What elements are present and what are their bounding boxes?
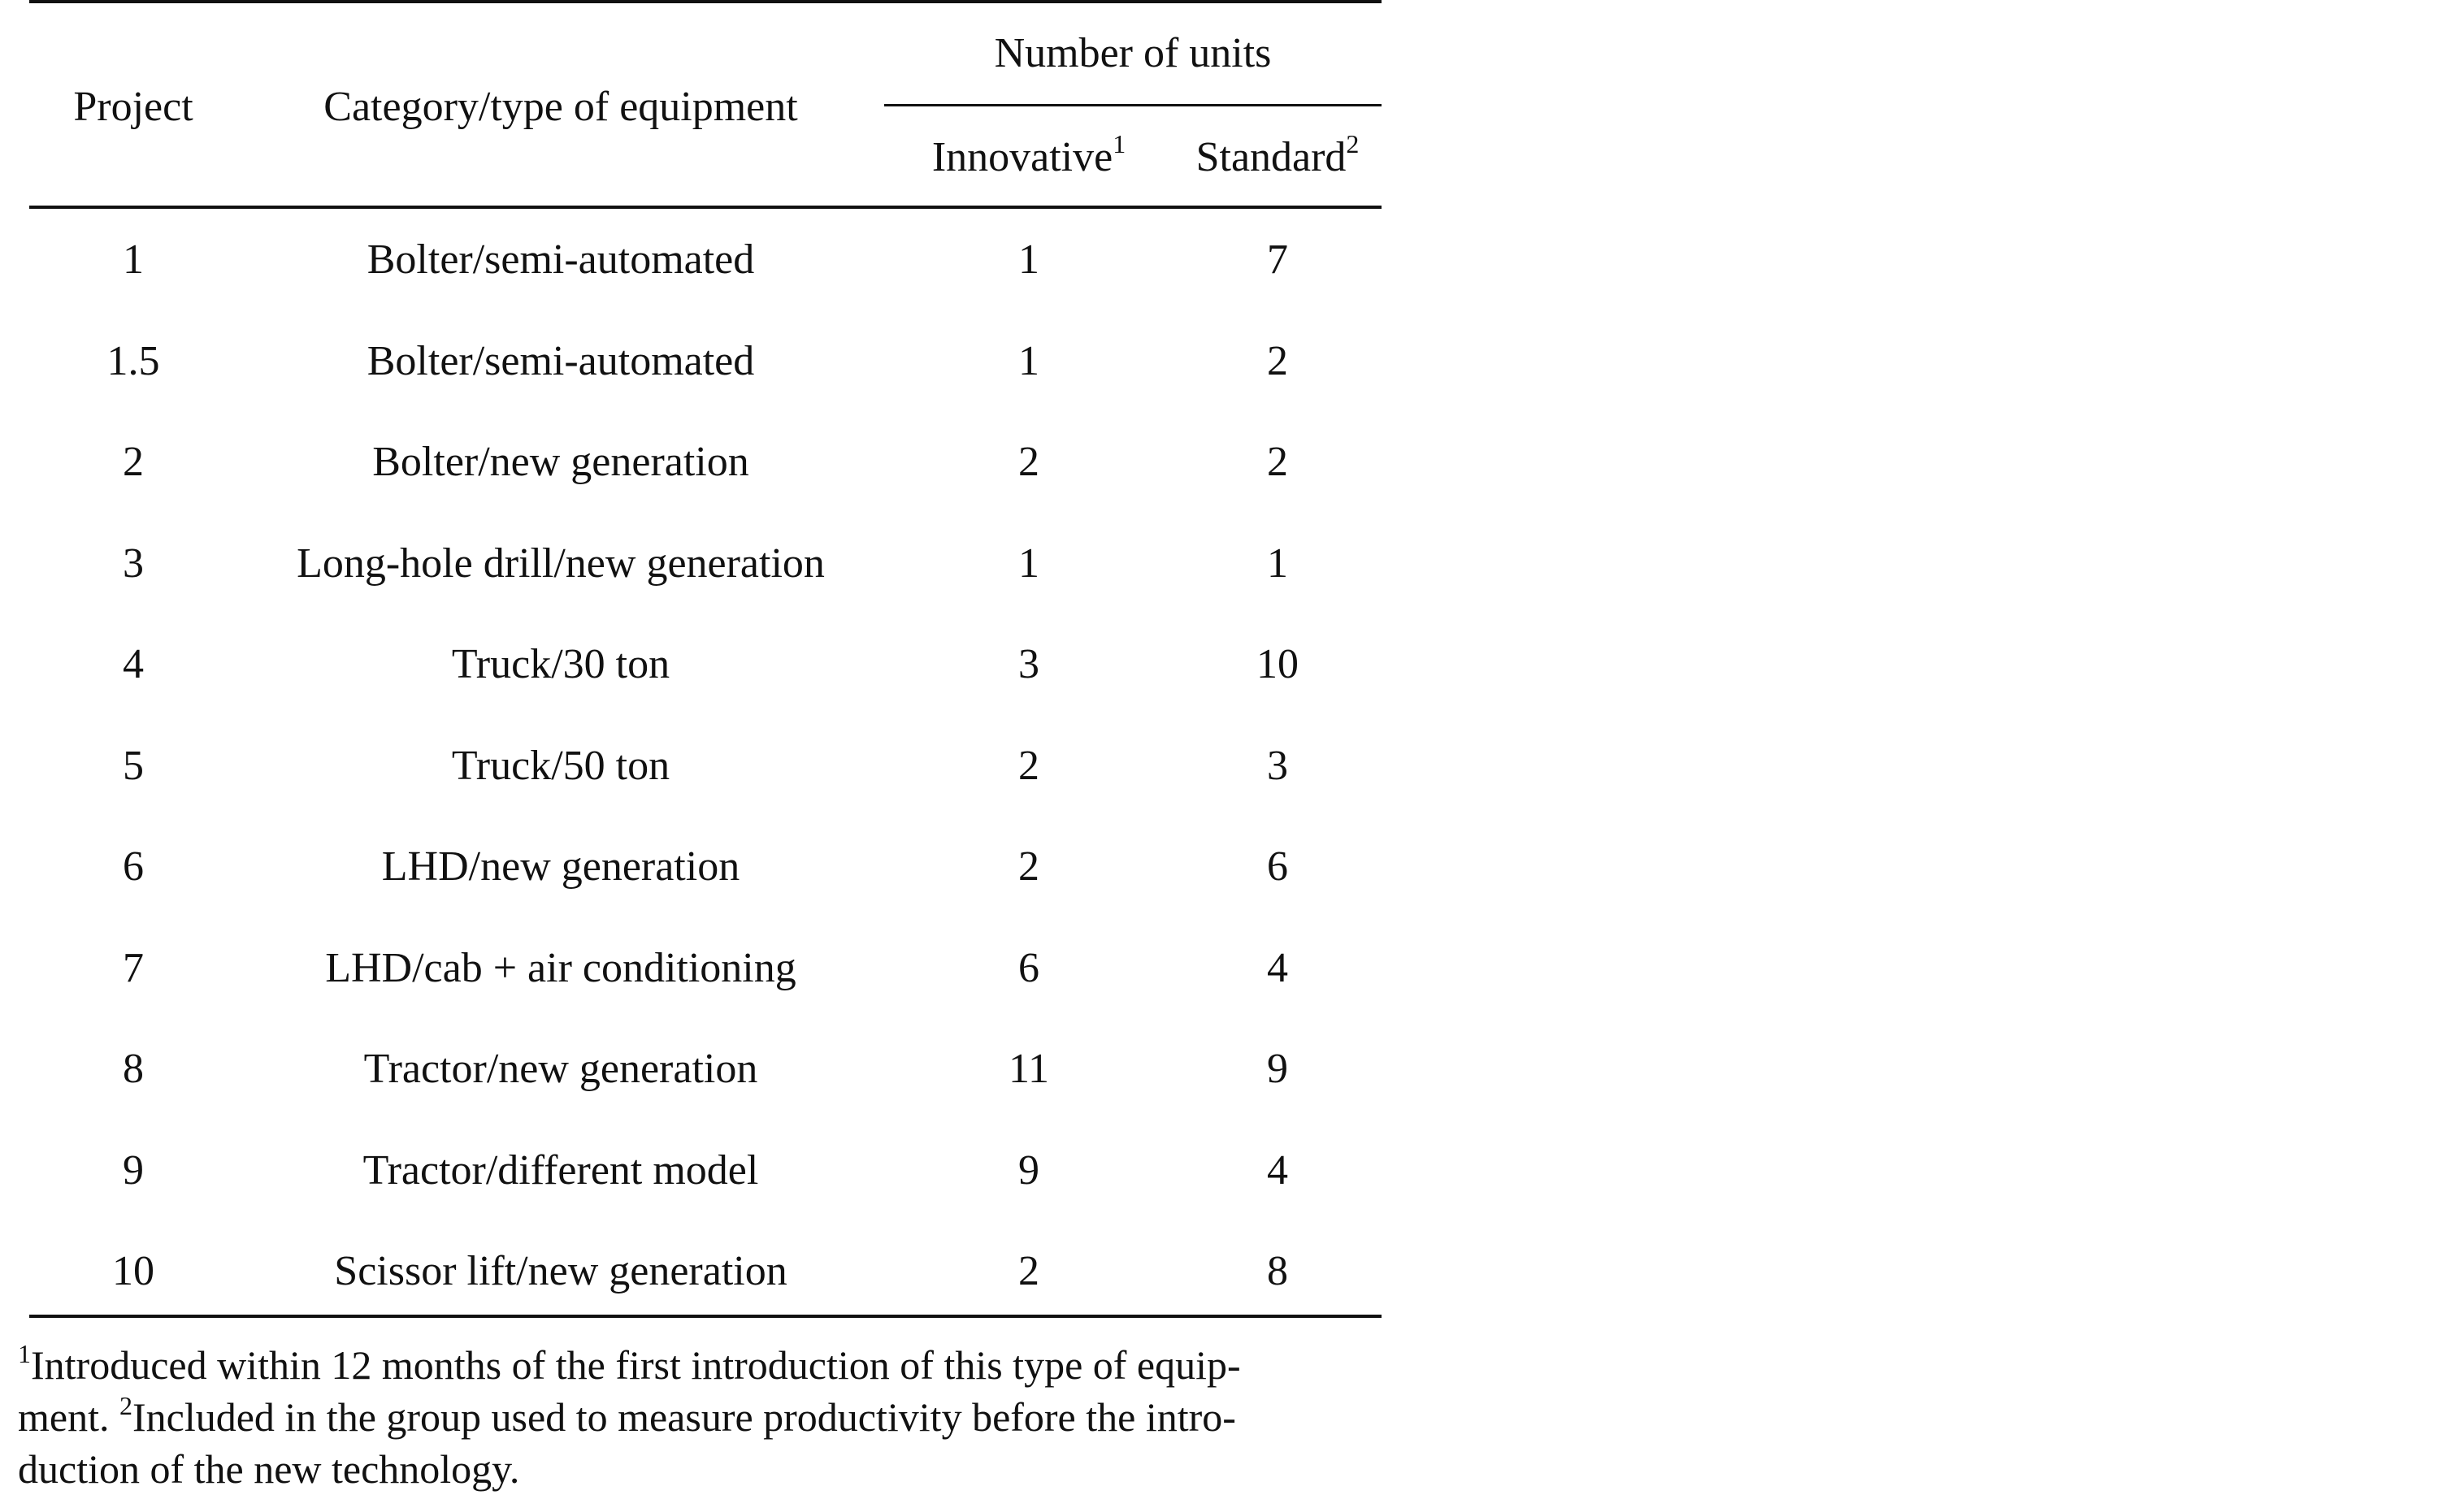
cell-innovative: 11 [1008, 1046, 1050, 1092]
table-row [29, 831, 1382, 933]
cell-innovative: 6 [1018, 944, 1039, 991]
cell-category: Bolter/semi-automated [367, 337, 755, 384]
cell-standard: 10 [1256, 641, 1299, 687]
cell-innovative: 1 [1018, 236, 1039, 283]
cell-standard: 2 [1267, 337, 1288, 384]
cell-category: Bolter/semi-automated [367, 236, 755, 283]
cell-project: 5 [123, 742, 144, 789]
cell-standard: 2 [1267, 439, 1288, 485]
cell-innovative: 2 [1018, 439, 1039, 485]
header-project: Project [73, 84, 193, 130]
table-top-rule [29, 0, 1382, 3]
cell-category: Tractor/new generation [363, 1046, 758, 1092]
table-row [29, 427, 1382, 528]
cell-standard: 7 [1267, 236, 1288, 283]
cell-innovative: 1 [1018, 540, 1039, 587]
cell-project: 7 [123, 944, 144, 991]
cell-innovative: 9 [1018, 1146, 1039, 1194]
cell-standard: 4 [1267, 944, 1288, 991]
footnote-text-2a: ment. [18, 1394, 119, 1440]
footnote-line-1 [18, 1339, 1399, 1391]
cell-standard: 3 [1267, 742, 1288, 789]
cell-innovative: 2 [1018, 742, 1039, 789]
cell-category: Tractor/different model [362, 1146, 759, 1194]
cell-project: 3 [123, 540, 144, 587]
table-row [29, 1135, 1382, 1237]
footnote-mark-2: 2 [119, 1391, 132, 1420]
cell-standard: 4 [1267, 1146, 1288, 1194]
footnote-mark-1: 1 [18, 1339, 31, 1368]
cell-innovative: 3 [1018, 641, 1039, 687]
header-number-of-units: Number of units [994, 30, 1272, 76]
header-standard-footnote-mark: 2 [1346, 129, 1360, 158]
header-standard-label: Standard [1195, 134, 1347, 180]
cell-standard: 8 [1267, 1248, 1288, 1294]
cell-category: Long-hole drill/new generation [297, 540, 825, 587]
cell-standard: 6 [1267, 843, 1288, 890]
table-row [29, 933, 1382, 1034]
cell-project: 1 [123, 236, 144, 283]
header-bottom-rule [29, 206, 1382, 209]
cell-innovative: 1 [1018, 337, 1039, 384]
cell-project: 9 [123, 1146, 144, 1194]
cell-project: 4 [123, 641, 144, 687]
table-row [29, 1236, 1382, 1337]
cell-innovative: 2 [1018, 843, 1039, 890]
cell-standard: 1 [1267, 540, 1288, 587]
cell-project: 8 [123, 1046, 144, 1092]
cell-innovative: 2 [1018, 1248, 1039, 1294]
table-footnote [18, 1339, 1399, 1495]
footnote-line-3: duction of the new technology. [18, 1446, 520, 1492]
table-body [29, 224, 1382, 1337]
cell-category: Bolter/new generation [372, 439, 749, 485]
cell-project: 10 [112, 1248, 154, 1294]
header-innovative-footnote-mark: 1 [1113, 129, 1126, 158]
cell-standard: 9 [1267, 1046, 1288, 1092]
footnote-line-2 [18, 1391, 1399, 1443]
table-row [29, 224, 1382, 326]
table-row [29, 629, 1382, 730]
cell-project: 6 [123, 843, 144, 890]
header-innovative-label: Innovative [931, 134, 1113, 180]
cell-category: Truck/30 ton [451, 641, 670, 687]
cell-category: LHD/cab + air conditioning [325, 944, 796, 991]
table-row [29, 528, 1382, 630]
header-standard [1173, 129, 1382, 182]
table-row [29, 1034, 1382, 1135]
table-row [29, 730, 1382, 832]
cell-category: Truck/50 ton [451, 742, 670, 789]
header-category: Category/type of equipment [323, 84, 798, 130]
cell-category: Scissor lift/new generation [334, 1248, 787, 1294]
table-bottom-rule [29, 1315, 1382, 1318]
cell-project: 1.5 [106, 337, 160, 384]
footnote-text-2b: Included in the group used to measure productivity before the intro- [132, 1394, 1236, 1440]
units-group-rule [884, 104, 1382, 106]
footnote-text-1: Introduced within 12 months of the first introduction of this type of equip- [31, 1342, 1241, 1388]
header-innovative [884, 129, 1173, 182]
cell-category: LHD/new generation [381, 843, 740, 890]
table-row [29, 326, 1382, 427]
cell-project: 2 [123, 439, 144, 485]
